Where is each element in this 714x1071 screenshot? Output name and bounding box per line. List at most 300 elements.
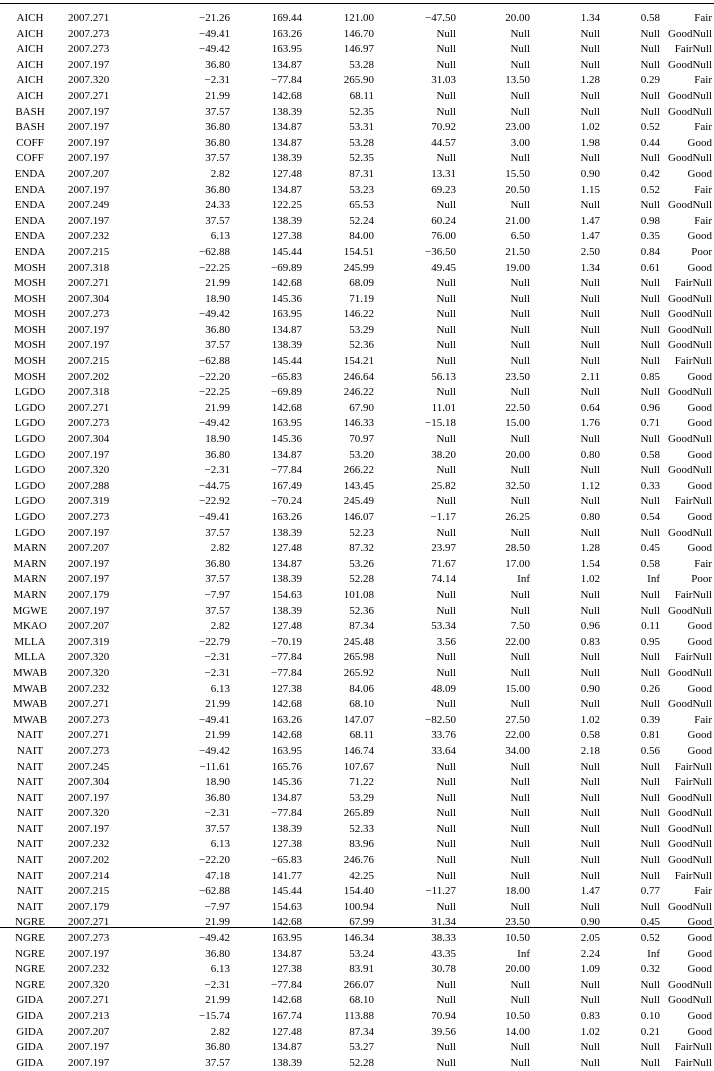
- phi-error-cell: 2.11: [581, 370, 600, 383]
- station-cell: ENDA: [14, 245, 46, 258]
- latitude-cell: −44.75: [199, 479, 230, 492]
- phi-error-cell: 1.47: [580, 214, 600, 227]
- quality-cell: GoodNull: [668, 199, 712, 212]
- table-row: [0, 853, 714, 869]
- distance-cell: 87.34: [349, 1025, 374, 1038]
- longitude-cell: 134.87: [271, 58, 302, 71]
- day-cell: 2007.202: [68, 370, 110, 383]
- distance-cell: 87.31: [349, 167, 374, 180]
- latitude-cell: 21.99: [205, 698, 230, 711]
- dt-error-cell: 0.42: [640, 167, 660, 180]
- latitude-cell: 18.90: [205, 776, 230, 789]
- station-cell: MARN: [13, 542, 47, 555]
- day-cell: 2007.197: [68, 448, 110, 461]
- distance-cell: 71.22: [349, 776, 374, 789]
- dt-cell: 6.50: [510, 230, 530, 243]
- quality-cell: FairNull: [674, 776, 712, 789]
- table-row: [0, 385, 714, 401]
- station-cell: MARN: [13, 557, 47, 570]
- dt-cell: Null: [510, 43, 530, 56]
- day-cell: 2007.197: [68, 323, 110, 336]
- dt-error-cell: Null: [640, 89, 660, 102]
- station-cell: MOSH: [14, 308, 46, 321]
- day-cell: 2007.232: [68, 963, 110, 976]
- day-cell: 2007.197: [68, 152, 110, 165]
- quality-cell: GoodNull: [668, 854, 712, 867]
- distance-cell: 52.33: [349, 822, 374, 835]
- day-cell: 2007.249: [68, 199, 110, 212]
- phi-error-cell: Null: [580, 651, 600, 664]
- distance-cell: 53.31: [349, 121, 374, 134]
- dt-error-cell: 0.58: [640, 557, 660, 570]
- dt-cell: Null: [510, 869, 530, 882]
- longitude-cell: 169.44: [271, 12, 302, 24]
- phi-cell: Null: [436, 1056, 456, 1069]
- dt-error-cell: 0.39: [640, 713, 660, 726]
- station-cell: MKAO: [13, 620, 47, 633]
- dt-error-cell: 0.33: [640, 479, 660, 492]
- table-row: [0, 1040, 714, 1056]
- distance-cell: 83.91: [349, 963, 374, 976]
- station-cell: AICH: [16, 27, 44, 40]
- day-cell: 2007.271: [68, 401, 110, 414]
- phi-cell: Null: [436, 760, 456, 773]
- phi-error-cell: 0.90: [580, 682, 600, 695]
- station-cell: NAIT: [16, 760, 44, 773]
- distance-cell: 67.90: [349, 401, 374, 414]
- station-cell: AICH: [16, 74, 44, 87]
- longitude-cell: 138.39: [271, 1056, 302, 1069]
- table-row: [0, 744, 714, 760]
- quality-cell: Good: [687, 370, 712, 383]
- station-cell: BASH: [15, 121, 45, 134]
- distance-cell: 83.96: [349, 838, 374, 851]
- longitude-cell: 154.63: [271, 900, 302, 913]
- phi-cell: Null: [436, 386, 456, 399]
- station-cell: NAIT: [16, 729, 44, 742]
- station-cell: GIDA: [16, 1056, 44, 1069]
- station-cell: NAIT: [16, 854, 44, 867]
- distance-cell: 67.99: [349, 916, 374, 929]
- dt-error-cell: Null: [640, 1056, 660, 1069]
- station-cell: LGDO: [14, 479, 46, 492]
- phi-cell: 31.03: [431, 74, 456, 87]
- phi-error-cell: 1.34: [580, 12, 600, 24]
- station-cell: MOSH: [14, 323, 46, 336]
- longitude-cell: 142.68: [271, 89, 302, 102]
- distance-cell: 107.67: [343, 760, 374, 773]
- distance-cell: 245.49: [343, 495, 374, 508]
- day-cell: 2007.273: [68, 43, 110, 56]
- quality-cell: GoodNull: [668, 323, 712, 336]
- station-cell: NGRE: [15, 932, 45, 945]
- dt-cell: 27.50: [505, 713, 530, 726]
- phi-cell: Null: [436, 464, 456, 477]
- dt-error-cell: Null: [640, 1041, 660, 1054]
- dt-cell: 20.00: [505, 12, 530, 24]
- quality-cell: Fair: [694, 557, 712, 570]
- quality-cell: GoodNull: [668, 433, 712, 446]
- longitude-cell: 138.39: [271, 822, 302, 835]
- data-table: [0, 11, 714, 1071]
- station-cell: NAIT: [16, 838, 44, 851]
- station-cell: LGDO: [14, 511, 46, 523]
- longitude-cell: 163.95: [271, 744, 302, 757]
- day-cell: 2007.304: [68, 433, 110, 446]
- table-row: [0, 604, 714, 620]
- distance-cell: 53.26: [349, 557, 374, 570]
- dt-error-cell: 0.52: [640, 183, 660, 196]
- phi-error-cell: 0.58: [580, 729, 600, 742]
- day-cell: 2007.197: [68, 121, 110, 134]
- dt-cell: Null: [510, 308, 530, 321]
- phi-error-cell: 0.83: [580, 635, 600, 648]
- dt-error-cell: Null: [640, 27, 660, 40]
- table-row: [0, 370, 714, 386]
- quality-cell: Good: [687, 511, 712, 523]
- day-cell: 2007.207: [68, 167, 110, 180]
- day-cell: 2007.197: [68, 557, 110, 570]
- table-row: [0, 682, 714, 698]
- phi-cell: Null: [436, 43, 456, 56]
- distance-cell: 53.28: [349, 136, 374, 149]
- dt-cell: 22.00: [505, 729, 530, 742]
- table-row: [0, 11, 714, 27]
- day-cell: 2007.207: [68, 620, 110, 633]
- day-cell: 2007.197: [68, 339, 110, 352]
- dt-cell: 7.50: [510, 620, 530, 633]
- day-cell: 2007.320: [68, 978, 110, 991]
- table-row: [0, 27, 714, 43]
- phi-cell: Null: [436, 822, 456, 835]
- table-row: [0, 728, 714, 744]
- dt-error-cell: 0.95: [640, 635, 660, 648]
- distance-cell: 265.89: [343, 807, 374, 820]
- dt-cell: 22.50: [505, 401, 530, 414]
- longitude-cell: 127.48: [271, 542, 302, 555]
- quality-cell: Fair: [694, 12, 712, 24]
- dt-cell: 23.00: [505, 121, 530, 134]
- dt-cell: 10.50: [505, 932, 530, 945]
- longitude-cell: 145.36: [271, 292, 302, 305]
- quality-cell: GoodNull: [668, 807, 712, 820]
- latitude-cell: 21.99: [205, 89, 230, 102]
- table-row: [0, 338, 714, 354]
- station-cell: LGDO: [14, 448, 46, 461]
- dt-cell: Null: [510, 323, 530, 336]
- distance-cell: 147.07: [343, 713, 374, 726]
- station-cell: NAIT: [16, 885, 44, 898]
- dt-cell: 17.00: [505, 557, 530, 570]
- phi-cell: 74.14: [431, 573, 456, 586]
- table-row: [0, 931, 714, 947]
- phi-error-cell: 1.15: [580, 183, 600, 196]
- latitude-cell: 37.57: [205, 526, 230, 539]
- dt-error-cell: Null: [640, 760, 660, 773]
- dt-error-cell: 0.85: [640, 370, 660, 383]
- dt-error-cell: Null: [640, 355, 660, 368]
- dt-cell: 28.50: [505, 542, 530, 555]
- phi-error-cell: 2.05: [580, 932, 600, 945]
- distance-cell: 146.34: [343, 932, 374, 945]
- bottom-rule: [0, 927, 714, 928]
- station-cell: NAIT: [16, 791, 44, 804]
- table-row: [0, 167, 714, 183]
- table-row: [0, 276, 714, 292]
- dt-error-cell: Null: [640, 308, 660, 321]
- phi-cell: Null: [436, 994, 456, 1007]
- latitude-cell: −2.31: [204, 651, 230, 664]
- dt-error-cell: 0.44: [640, 136, 660, 149]
- station-cell: AICH: [16, 12, 44, 24]
- phi-cell: Null: [436, 604, 456, 617]
- dt-error-cell: Null: [640, 900, 660, 913]
- longitude-cell: 134.87: [271, 791, 302, 804]
- phi-cell: Null: [436, 89, 456, 102]
- longitude-cell: 134.87: [271, 136, 302, 149]
- day-cell: 2007.197: [68, 604, 110, 617]
- dt-error-cell: Null: [640, 464, 660, 477]
- top-rule: [0, 3, 714, 4]
- phi-cell: 76.00: [431, 230, 456, 243]
- day-cell: 2007.273: [68, 27, 110, 40]
- quality-cell: Good: [687, 635, 712, 648]
- quality-cell: Good: [687, 963, 712, 976]
- quality-cell: GoodNull: [668, 900, 712, 913]
- phi-error-cell: 1.02: [580, 1025, 600, 1038]
- quality-cell: GoodNull: [668, 698, 712, 711]
- table-row: [0, 884, 714, 900]
- dt-error-cell: 0.26: [640, 682, 660, 695]
- phi-error-cell: Null: [580, 277, 600, 290]
- longitude-cell: 142.68: [271, 277, 302, 290]
- dt-error-cell: Null: [640, 791, 660, 804]
- phi-error-cell: Null: [580, 1056, 600, 1069]
- day-cell: 2007.273: [68, 417, 110, 430]
- quality-cell: GoodNull: [668, 666, 712, 679]
- longitude-cell: −77.84: [271, 978, 302, 991]
- longitude-cell: 145.36: [271, 776, 302, 789]
- day-cell: 2007.214: [68, 869, 110, 882]
- dt-error-cell: 0.58: [640, 12, 660, 24]
- longitude-cell: 142.68: [271, 401, 302, 414]
- station-cell: MOSH: [14, 261, 46, 274]
- day-cell: 2007.207: [68, 542, 110, 555]
- station-cell: NAIT: [16, 869, 44, 882]
- latitude-cell: −22.92: [199, 495, 230, 508]
- phi-cell: 11.01: [431, 401, 456, 414]
- dt-cell: Null: [510, 604, 530, 617]
- station-cell: NAIT: [16, 807, 44, 820]
- longitude-cell: 134.87: [271, 1041, 302, 1054]
- dt-cell: 34.00: [505, 744, 530, 757]
- station-cell: NGRE: [15, 947, 45, 960]
- day-cell: 2007.197: [68, 526, 110, 539]
- dt-error-cell: Null: [640, 807, 660, 820]
- quality-cell: Fair: [694, 713, 712, 726]
- quality-cell: GoodNull: [668, 526, 712, 539]
- phi-error-cell: 2.50: [580, 245, 600, 258]
- day-cell: 2007.320: [68, 807, 110, 820]
- latitude-cell: 37.57: [205, 105, 230, 118]
- table-row: [0, 619, 714, 635]
- day-cell: 2007.197: [68, 214, 110, 227]
- phi-error-cell: 1.28: [580, 74, 600, 87]
- quality-cell: Fair: [694, 183, 712, 196]
- phi-error-cell: Null: [580, 355, 600, 368]
- longitude-cell: 127.48: [271, 167, 302, 180]
- phi-error-cell: Null: [580, 760, 600, 773]
- latitude-cell: 6.13: [210, 682, 230, 695]
- latitude-cell: 37.57: [205, 152, 230, 165]
- phi-error-cell: Null: [580, 433, 600, 446]
- dt-error-cell: Null: [640, 651, 660, 664]
- distance-cell: 53.29: [349, 791, 374, 804]
- dt-error-cell: Null: [640, 495, 660, 508]
- dt-cell: Null: [510, 27, 530, 40]
- distance-cell: 146.07: [343, 511, 374, 523]
- dt-error-cell: Inf: [647, 947, 660, 960]
- quality-cell: Good: [687, 682, 712, 695]
- station-cell: GIDA: [16, 994, 44, 1007]
- phi-error-cell: Null: [580, 386, 600, 399]
- phi-cell: 25.82: [431, 479, 456, 492]
- day-cell: 2007.215: [68, 355, 110, 368]
- phi-error-cell: Null: [580, 339, 600, 352]
- phi-error-cell: 1.28: [580, 542, 600, 555]
- table-row: [0, 915, 714, 931]
- latitude-cell: 36.80: [205, 448, 230, 461]
- distance-cell: 71.19: [349, 292, 374, 305]
- dt-cell: Null: [510, 292, 530, 305]
- longitude-cell: 138.39: [271, 214, 302, 227]
- dt-cell: 3.00: [510, 136, 530, 149]
- dt-error-cell: 0.11: [641, 620, 660, 633]
- table-row: [0, 557, 714, 573]
- station-cell: COFF: [16, 136, 44, 149]
- longitude-cell: −65.83: [271, 854, 302, 867]
- phi-cell: Null: [436, 199, 456, 212]
- latitude-cell: −22.20: [199, 854, 230, 867]
- dt-cell: Null: [510, 277, 530, 290]
- day-cell: 2007.319: [68, 495, 110, 508]
- phi-error-cell: Null: [580, 1041, 600, 1054]
- latitude-cell: 36.80: [205, 183, 230, 196]
- quality-cell: Good: [687, 744, 712, 757]
- day-cell: 2007.271: [68, 698, 110, 711]
- phi-error-cell: Null: [580, 822, 600, 835]
- latitude-cell: 2.82: [210, 542, 230, 555]
- phi-cell: −1.17: [430, 511, 456, 523]
- station-cell: NGRE: [15, 978, 45, 991]
- quality-cell: FairNull: [674, 277, 712, 290]
- dt-cell: Null: [510, 433, 530, 446]
- station-cell: NGRE: [15, 963, 45, 976]
- longitude-cell: −69.89: [271, 386, 302, 399]
- phi-error-cell: Null: [580, 978, 600, 991]
- phi-cell: 13.31: [431, 167, 456, 180]
- longitude-cell: 163.95: [271, 308, 302, 321]
- quality-cell: FairNull: [674, 869, 712, 882]
- dt-cell: Null: [510, 698, 530, 711]
- distance-cell: 154.21: [343, 355, 374, 368]
- phi-cell: 53.34: [431, 620, 456, 633]
- dt-cell: Null: [510, 994, 530, 1007]
- dt-error-cell: Null: [640, 698, 660, 711]
- longitude-cell: −69.89: [271, 261, 302, 274]
- dt-error-cell: Null: [640, 43, 660, 56]
- phi-error-cell: Null: [580, 89, 600, 102]
- quality-cell: FairNull: [674, 43, 712, 56]
- latitude-cell: −49.41: [199, 511, 230, 523]
- phi-error-cell: 0.96: [580, 620, 600, 633]
- table-row: [0, 962, 714, 978]
- day-cell: 2007.273: [68, 932, 110, 945]
- dt-error-cell: 0.52: [640, 932, 660, 945]
- dt-cell: Null: [510, 152, 530, 165]
- day-cell: 2007.197: [68, 105, 110, 118]
- dt-error-cell: Null: [640, 666, 660, 679]
- day-cell: 2007.215: [68, 245, 110, 258]
- dt-cell: Null: [510, 807, 530, 820]
- phi-cell: Null: [436, 292, 456, 305]
- table-row: [0, 822, 714, 838]
- phi-cell: Null: [436, 526, 456, 539]
- distance-cell: 42.25: [349, 869, 374, 882]
- phi-cell: 70.94: [431, 1010, 456, 1022]
- distance-cell: 101.08: [343, 588, 374, 601]
- table-row: [0, 713, 714, 729]
- latitude-cell: −2.31: [204, 74, 230, 87]
- day-cell: 2007.319: [68, 635, 110, 648]
- dt-cell: Null: [510, 199, 530, 212]
- quality-cell: GoodNull: [668, 994, 712, 1007]
- longitude-cell: 138.39: [271, 105, 302, 118]
- latitude-cell: 36.80: [205, 557, 230, 570]
- dt-cell: Null: [510, 58, 530, 71]
- distance-cell: 84.06: [349, 682, 374, 695]
- longitude-cell: 167.49: [271, 479, 302, 492]
- phi-error-cell: 1.34: [580, 261, 600, 274]
- table-row: [0, 292, 714, 308]
- dt-cell: Null: [510, 105, 530, 118]
- phi-error-cell: Null: [580, 698, 600, 711]
- quality-cell: GoodNull: [668, 339, 712, 352]
- latitude-cell: 36.80: [205, 791, 230, 804]
- quality-cell: GoodNull: [668, 308, 712, 321]
- dt-cell: 23.50: [505, 916, 530, 929]
- longitude-cell: 142.68: [271, 916, 302, 929]
- latitude-cell: 18.90: [205, 433, 230, 446]
- dt-error-cell: 0.32: [640, 963, 660, 976]
- longitude-cell: 163.95: [271, 417, 302, 430]
- station-cell: MWAB: [12, 698, 48, 711]
- dt-error-cell: Null: [640, 105, 660, 118]
- table-row: [0, 588, 714, 604]
- station-cell: MOSH: [14, 339, 46, 352]
- phi-error-cell: Null: [580, 58, 600, 71]
- dt-error-cell: Null: [640, 776, 660, 789]
- phi-cell: −15.18: [425, 417, 456, 430]
- table-row: [0, 666, 714, 682]
- longitude-cell: 163.95: [271, 932, 302, 945]
- longitude-cell: −77.84: [271, 74, 302, 87]
- table-row: [0, 183, 714, 199]
- station-cell: ENDA: [14, 183, 46, 196]
- distance-cell: 53.24: [349, 947, 374, 960]
- station-cell: ENDA: [14, 199, 46, 212]
- dt-cell: 20.00: [505, 448, 530, 461]
